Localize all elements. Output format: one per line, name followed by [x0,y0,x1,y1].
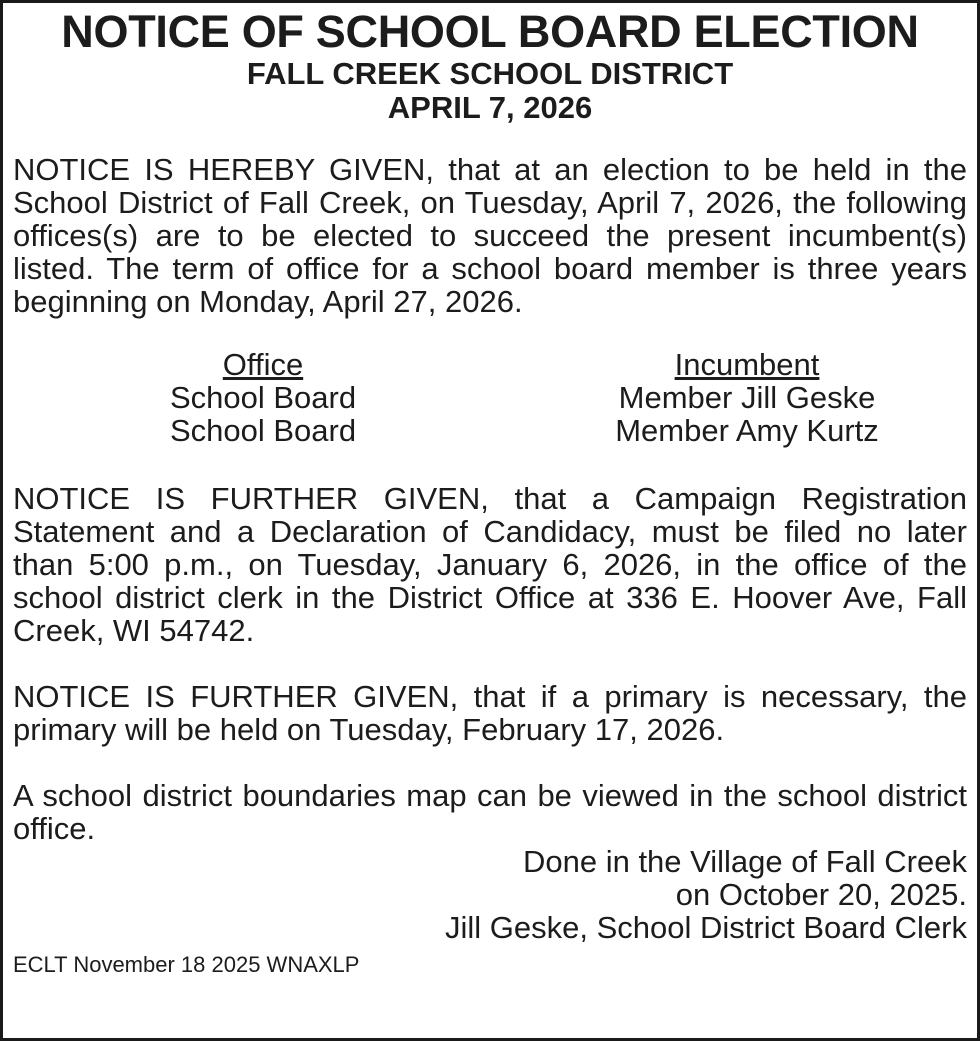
primary-paragraph: NOTICE IS FURTHER GIVEN, that if a primary is necessary, the primary will be held on Tuesday, February 17, 2026. [13,679,967,747]
office-column [163,348,363,447]
office-cell: School Board [169,380,357,415]
offices-table [13,348,967,450]
district-name: FALL CREEK SCHOOL DISTRICT [246,56,734,91]
signoff-place: Done in the Village of Fall Creek [522,844,967,879]
registration-paragraph: NOTICE IS FURTHER GIVEN, that a Campaign Registration Statement and a Declaration of Candidacy, must be filed no later than 5:00 p.m., on Tuesday, January 6, 2026, in the office of the school district clerk in the District Office at 336 E. Hoover Ave, Fall Creek, WI 54742. [13,481,967,648]
publication-code: ECLT November 18 2025 WNAXLP [13,952,360,977]
map-paragraph: A school district boundaries map can be viewed in the school district office. [13,778,967,846]
office-cell: School Board [169,413,357,448]
incumbent-column [597,348,897,447]
incumbent-cell: Member Jill Geske [618,380,876,415]
signoff-signature: Jill Geske, School District Board Clerk [445,910,967,945]
signoff-block [13,845,967,944]
notice-title: NOTICE OF SCHOOL BOARD ELECTION [61,6,919,57]
intro-paragraph: NOTICE IS HEREBY GIVEN, that at an election to be held in the School District of Fall Creek, on Tuesday, April 7, 2026, the following offices(s) are to be elected to succeed the present incumbent(s) listed. The term of office for a school board member is three years beginning on Monday, April 27, 2026. [13,152,967,319]
election-date: APRIL 7, 2026 [387,90,593,125]
office-header: Office [222,347,304,382]
signoff-date: on October 20, 2025. [675,877,967,912]
incumbent-cell: Member Amy Kurtz [615,413,879,448]
incumbent-header: Incumbent [674,347,820,382]
